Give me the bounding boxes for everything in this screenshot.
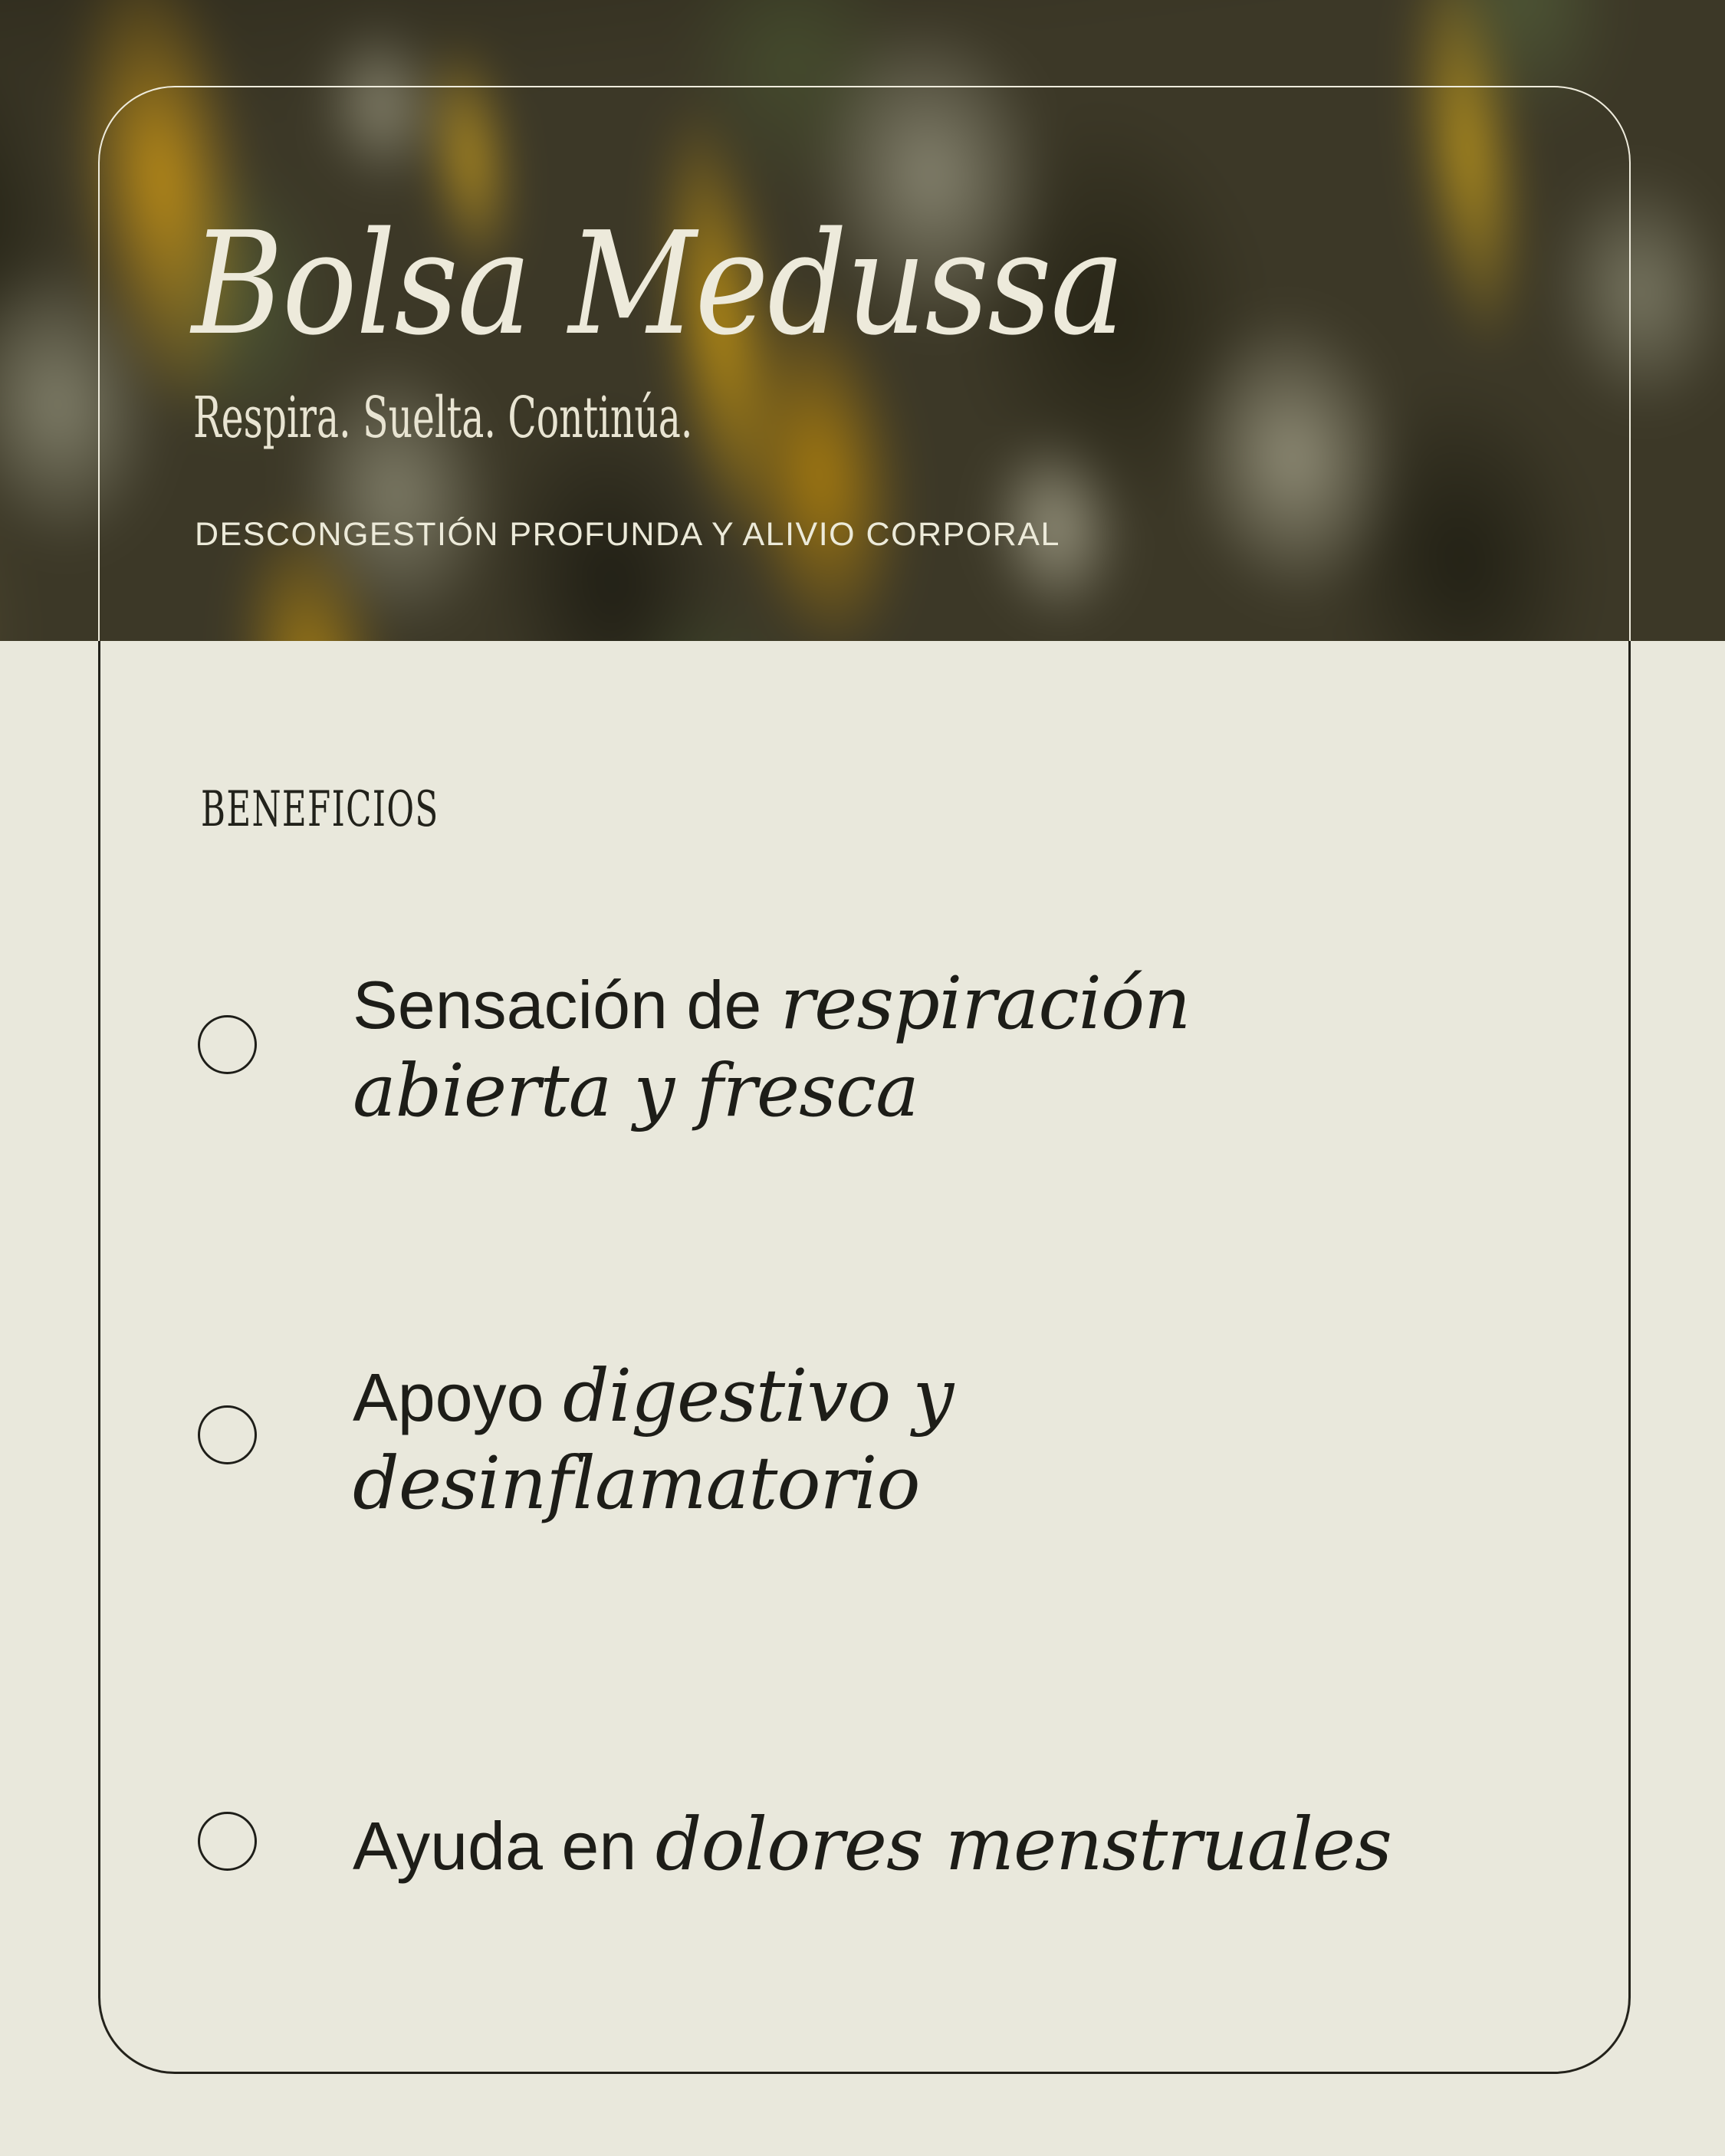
benefit-text-plain: Apoyo <box>353 1359 563 1435</box>
tagline: DESCONGESTIÓN PROFUNDA Y ALIVIO CORPORAL <box>195 516 1060 553</box>
bullet-circle-icon <box>198 1015 257 1074</box>
benefit-item-2 <box>198 1353 1165 1528</box>
benefit-text-plain: Ayuda en <box>353 1808 656 1884</box>
page-title: Bolsa Medussa <box>192 201 1124 366</box>
benefit-text-plain: Sensación de <box>353 967 780 1043</box>
benefit-text <box>353 1353 1165 1528</box>
benefit-item-3 <box>198 1802 1392 1889</box>
bullet-circle-icon <box>198 1812 257 1871</box>
subtitle: Respira. Suelta. Continúa. <box>193 385 693 451</box>
benefits-heading: BENEFICIOS <box>201 781 439 838</box>
benefit-text <box>353 1802 1392 1889</box>
benefit-text-emphasis: dolores menstruales <box>655 1803 1392 1887</box>
benefit-text <box>353 961 1372 1136</box>
benefit-text-emphasis: respiración abierta y fresca <box>353 961 1191 1133</box>
benefit-text-emphasis: digestivo y desinflamatorio <box>353 1354 954 1526</box>
bullet-circle-icon <box>198 1405 257 1464</box>
benefit-item-1 <box>198 961 1372 1136</box>
